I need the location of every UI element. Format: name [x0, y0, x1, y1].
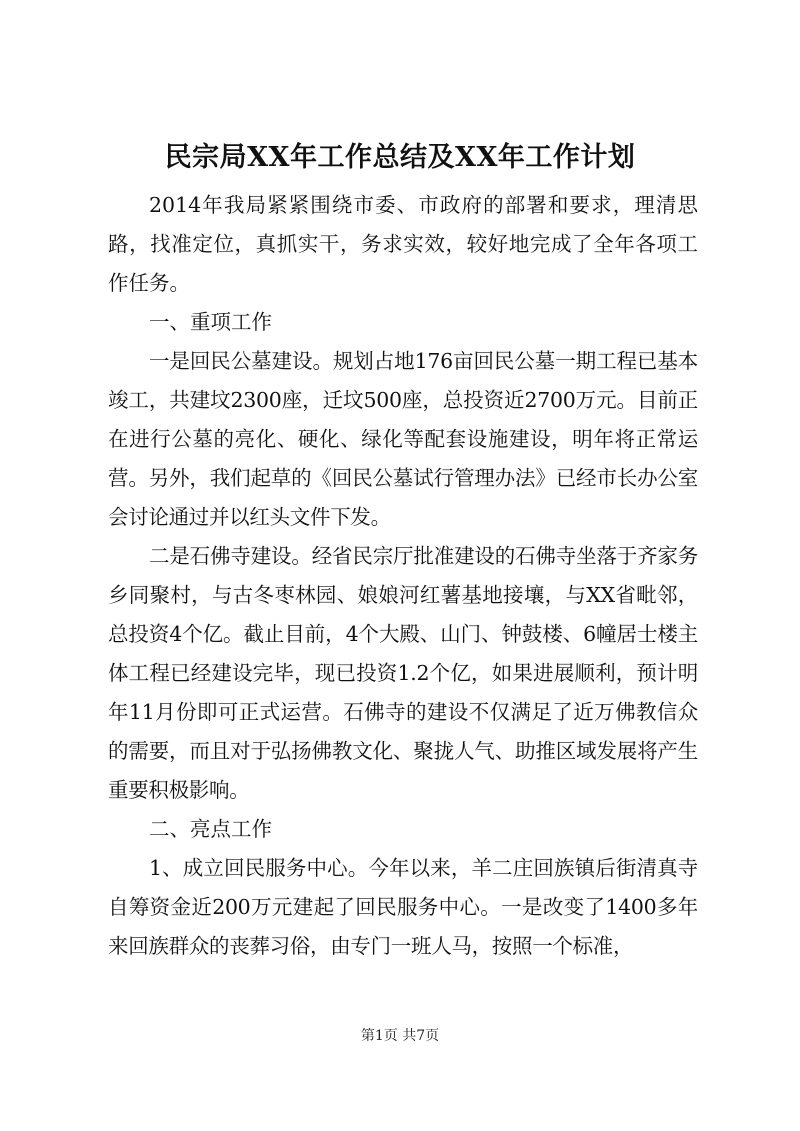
section-heading-highlight-work: 二、亮点工作 [149, 817, 272, 841]
intro-paragraph: 2014年我局紧紧围绕市委、市政府的部署和要求，理清思路，找准定位，真抓实干，务求实效，较好地完成了全年各项工作任务。 [108, 193, 698, 295]
document-title: 民宗局XX年工作总结及XX年工作计划 [164, 142, 636, 173]
paragraph-cemetery-construction: 一是回民公墓建设。规划占地176亩回民公墓一期工程已基本竣工，共建坟2300座，迁坟500座，总投资近2700万元。目前正在进行公墓的亮化、硬化、绿化等配套设施建设，明年将正常运营。另外，我们起草的《回民公墓试行管理办法》已经市长办公室会讨论通过并以红头文件下发。 [108, 349, 698, 529]
paragraph-temple-construction: 二是石佛寺建设。经省民宗厅批准建设的石佛寺坐落于齐家务乡同聚村，与古冬枣林园、娘娘河红薯基地接壤，与XX省毗邻，总投资4个亿。截止目前，4个大殿、山门、钟鼓楼、6幢居士楼主体工程已经建设完毕，现已投资1.2个亿，如果进展顺利，预计明年11月份即可正式运营。石佛寺的建设不仅满足了近万佛教信众的需要，而且对于弘扬佛教文化、聚拢人气、助推区域发展将产生重要积极影响。 [108, 544, 698, 802]
page-number-footer: 第1页 共7页 [360, 1028, 440, 1044]
paragraph-service-center: 1、成立回民服务中心。今年以来，羊二庄回族镇后街清真寺自筹资金近200万元建起了回民服务中心。一是改变了1400多年来回族群众的丧葬习俗，由专门一班人马，按照一个标准， [108, 856, 698, 958]
document-body [108, 186, 698, 966]
section-heading-key-work: 一、重项工作 [149, 310, 272, 334]
